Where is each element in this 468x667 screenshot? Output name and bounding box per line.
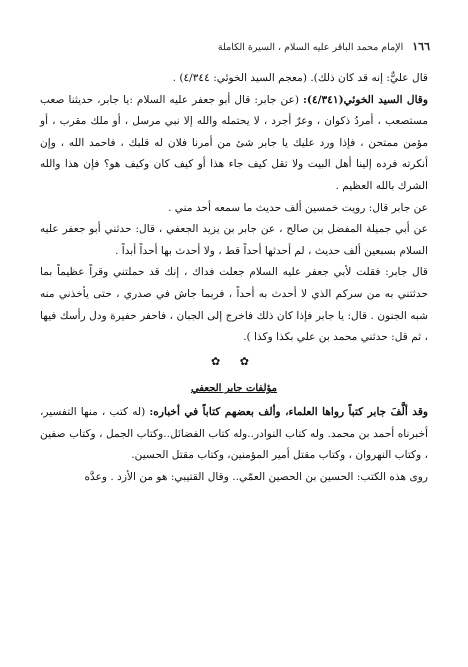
paragraph xyxy=(40,262,428,348)
paragraph-text: (له كتب ، منها التفسير، أخبرناه أحمد بن محمد. وله كتاب النوادر..وله كتاب الفضائل..وكتاب الجمل ، وكتاب صفين ، وكتاب النهروان ، وكتاب مقتل أمير المؤمنين، وكتاب مقتل الحسين. xyxy=(40,405,428,462)
paragraph-text: قال عليٌّ: إنه قد كان ذلك). (معجم السيد الخوئي: ٤/٣٤٤) . xyxy=(172,72,428,84)
running-header xyxy=(38,40,430,58)
paragraph-text: قال جابر: فقلت لأبي جعفر عليه السلام جعلت فداك ، إنك قد حملتني وقراً عظيماً بما حدثتني به من سركم الذي لا أحدث به أحداً ، فربما جاش في صدري ، حتى يأخذني منه شبه الجنون . قال: يا جابر فإذا كان ذلك فاخرج إلى الجبان ، فاحفر حفيرة ودل رأسك فيها ، ثم قل: حدثني محمد بن علي بكذا وكذا ). xyxy=(40,266,428,344)
paragraph xyxy=(40,402,428,467)
paragraph-text: عن أبي جميلة المفضل بن صالح ، عن جابر بن يزيد الجعفي ، قال: حدثني أبو جعفر عليه السلام بسبعين ألف حديث ، لم أحدثها أحداً قط ، ولا أحدث بها أحداً أبداً . xyxy=(40,223,428,257)
paragraph xyxy=(40,68,428,90)
running-title: الإمام محمد الباقر عليه السلام ، السيرة الكاملة xyxy=(217,42,404,53)
paragraph xyxy=(40,198,428,220)
paragraph-text: روى هذه الكتب: الحسين بن الحصين العمّي.. وقال القتيبي: هو من الأزد . وعدَّه xyxy=(84,470,428,483)
paragraph xyxy=(40,219,428,262)
paragraph xyxy=(40,467,428,489)
section-divider-ornament: ✿ ✿ xyxy=(211,354,257,368)
paragraph-lead: وقال السيد الخوئي(٤/٣٤١): xyxy=(303,93,428,106)
main-text xyxy=(40,68,428,488)
paragraph-lead: وقد ألَّفَ جابر كتباً رواها العلماء، وألف بعضهم كتاباً في أخباره: xyxy=(149,405,428,418)
page-number: ١٦٦ xyxy=(412,40,430,53)
paragraph-text: (عن جابر: قال أبو جعفر عليه السلام :يا جابر، حديثنا صعب مستصعب ، أمردُ ذكوان ، وعرٌ أجرد ، لا يحتمله والله إلا نبي مرسل ، أو ملك مقرب ، أو مؤمن ممتحن ، فإذا ورد عليك يا جابر شئ من أمرنا فلان له قلبك ، فاحمد الله ، وإن أنكرته فرده إلينا أهل البيت ولا تقل كيف جاء هذا أو كيف كان وكيف هو؟ فإن هذا والله الشرك بالله العظيم . xyxy=(40,93,428,192)
paragraph-text: عن جابر قال: رويت خمسين ألف حديث ما سمعه أحد مني . xyxy=(168,201,428,214)
section-title: مؤلفات جابر الجعفي xyxy=(190,383,278,395)
paragraph xyxy=(40,90,428,198)
